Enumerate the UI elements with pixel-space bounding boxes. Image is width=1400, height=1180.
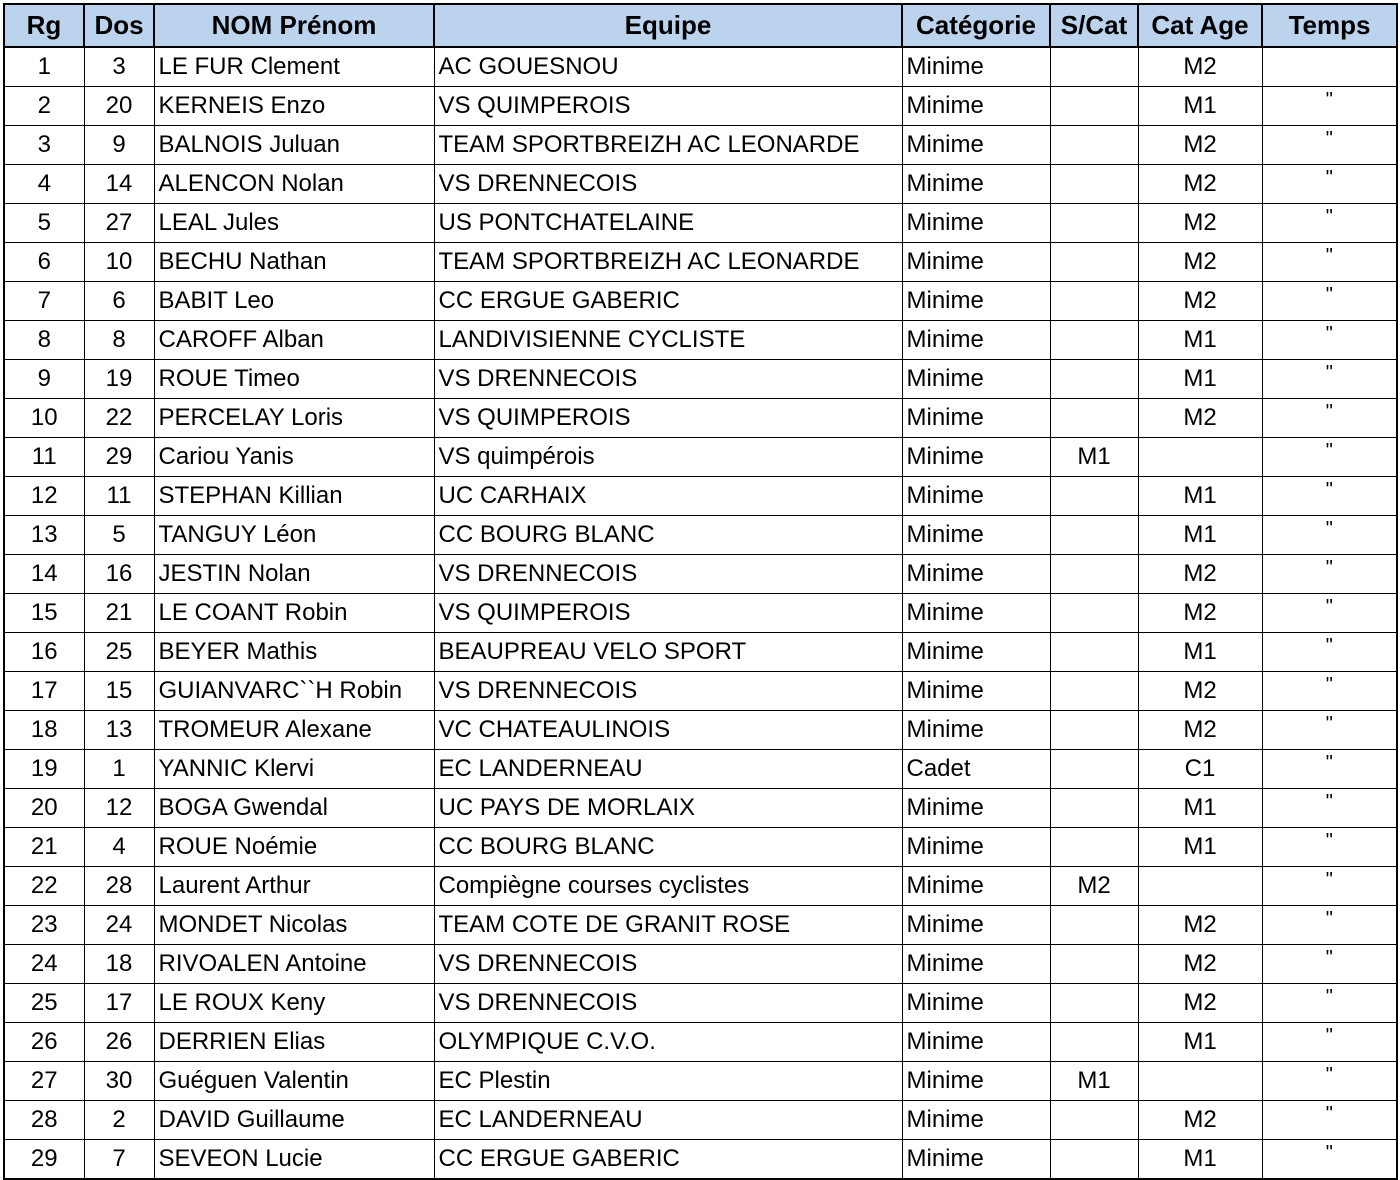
cell-nom-prenom: STEPHAN Killian	[154, 477, 434, 516]
cell-nom-prenom: YANNIC Klervi	[154, 750, 434, 789]
cell-nom-prenom: LE ROUX Keny	[154, 984, 434, 1023]
cell-scat: M1	[1050, 438, 1138, 477]
cell-scat	[1050, 828, 1138, 867]
table-row	[4, 594, 1397, 633]
cell-categorie: Minime	[902, 126, 1050, 165]
header-temps: Temps	[1262, 4, 1397, 47]
cell-cat-age	[1138, 1062, 1262, 1101]
cell-equipe: VS DRENNECOIS	[434, 165, 902, 204]
cell-cat-age: M2	[1138, 672, 1262, 711]
cell-categorie: Minime	[902, 828, 1050, 867]
cell-scat	[1050, 47, 1138, 87]
cell-nom-prenom: GUIANVARC``H Robin	[154, 672, 434, 711]
table-row	[4, 867, 1397, 906]
cell-cat-age: M2	[1138, 711, 1262, 750]
cell-categorie: Minime	[902, 165, 1050, 204]
cell-rg: 10	[4, 399, 84, 438]
cell-equipe: UC PAYS DE MORLAIX	[434, 789, 902, 828]
header-row	[4, 4, 1397, 47]
cell-scat	[1050, 87, 1138, 126]
cell-dos: 14	[84, 165, 154, 204]
cell-rg: 20	[4, 789, 84, 828]
cell-rg: 7	[4, 282, 84, 321]
cell-temps: "	[1262, 321, 1397, 360]
cell-dos: 6	[84, 282, 154, 321]
cell-rg: 6	[4, 243, 84, 282]
cell-scat	[1050, 204, 1138, 243]
table-row	[4, 47, 1397, 87]
cell-cat-age: C1	[1138, 750, 1262, 789]
cell-equipe: VC CHATEAULINOIS	[434, 711, 902, 750]
cell-nom-prenom: DAVID Guillaume	[154, 1101, 434, 1140]
cell-temps: "	[1262, 1101, 1397, 1140]
cell-dos: 24	[84, 906, 154, 945]
cell-rg: 24	[4, 945, 84, 984]
cell-cat-age: M2	[1138, 594, 1262, 633]
cell-cat-age: M2	[1138, 243, 1262, 282]
cell-categorie: Minime	[902, 47, 1050, 87]
cell-dos: 13	[84, 711, 154, 750]
table-row	[4, 828, 1397, 867]
cell-cat-age: M2	[1138, 399, 1262, 438]
header-categorie: Catégorie	[902, 4, 1050, 47]
cell-categorie: Minime	[902, 672, 1050, 711]
table-row	[4, 282, 1397, 321]
cell-temps: "	[1262, 945, 1397, 984]
cell-cat-age	[1138, 438, 1262, 477]
cell-rg: 18	[4, 711, 84, 750]
table-row	[4, 906, 1397, 945]
cell-equipe: EC Plestin	[434, 1062, 902, 1101]
cell-rg: 23	[4, 906, 84, 945]
cell-dos: 27	[84, 204, 154, 243]
cell-temps: "	[1262, 1140, 1397, 1180]
cell-temps: "	[1262, 789, 1397, 828]
cell-nom-prenom: BECHU Nathan	[154, 243, 434, 282]
cell-temps: "	[1262, 477, 1397, 516]
cell-rg: 22	[4, 867, 84, 906]
cell-scat	[1050, 633, 1138, 672]
cell-temps: "	[1262, 828, 1397, 867]
cell-categorie: Minime	[902, 633, 1050, 672]
cell-scat	[1050, 750, 1138, 789]
header-nom-prenom: NOM Prénom	[154, 4, 434, 47]
cell-scat	[1050, 321, 1138, 360]
cell-equipe: OLYMPIQUE C.V.O.	[434, 1023, 902, 1062]
cell-categorie: Minime	[902, 243, 1050, 282]
cell-nom-prenom: DERRIEN Elias	[154, 1023, 434, 1062]
cell-equipe: VS DRENNECOIS	[434, 945, 902, 984]
cell-dos: 18	[84, 945, 154, 984]
cell-rg: 5	[4, 204, 84, 243]
cell-dos: 26	[84, 1023, 154, 1062]
cell-dos: 17	[84, 984, 154, 1023]
cell-nom-prenom: Cariou Yanis	[154, 438, 434, 477]
cell-rg: 17	[4, 672, 84, 711]
table-row	[4, 399, 1397, 438]
table-row	[4, 1140, 1397, 1180]
cell-categorie: Minime	[902, 906, 1050, 945]
cell-cat-age: M2	[1138, 984, 1262, 1023]
cell-nom-prenom: RIVOALEN Antoine	[154, 945, 434, 984]
cell-temps: "	[1262, 867, 1397, 906]
cell-categorie: Minime	[902, 399, 1050, 438]
cell-nom-prenom: BALNOIS Juluan	[154, 126, 434, 165]
cell-equipe: EC LANDERNEAU	[434, 1101, 902, 1140]
cell-temps: "	[1262, 984, 1397, 1023]
cell-scat: M2	[1050, 867, 1138, 906]
cell-rg: 11	[4, 438, 84, 477]
cell-nom-prenom: PERCELAY Loris	[154, 399, 434, 438]
header-cat-age: Cat Age	[1138, 4, 1262, 47]
cell-scat	[1050, 1140, 1138, 1180]
cell-equipe: AC GOUESNOU	[434, 47, 902, 87]
cell-categorie: Minime	[902, 516, 1050, 555]
table-row	[4, 945, 1397, 984]
cell-temps: "	[1262, 243, 1397, 282]
results-body	[4, 47, 1397, 1179]
table-row	[4, 555, 1397, 594]
cell-nom-prenom: ALENCON Nolan	[154, 165, 434, 204]
cell-temps: "	[1262, 87, 1397, 126]
cell-categorie: Minime	[902, 555, 1050, 594]
cell-categorie: Minime	[902, 1101, 1050, 1140]
cell-scat	[1050, 672, 1138, 711]
cell-temps: "	[1262, 1062, 1397, 1101]
cell-temps: "	[1262, 204, 1397, 243]
cell-nom-prenom: TANGUY Léon	[154, 516, 434, 555]
cell-equipe: VS DRENNECOIS	[434, 360, 902, 399]
cell-nom-prenom: CAROFF Alban	[154, 321, 434, 360]
cell-equipe: CC BOURG BLANC	[434, 828, 902, 867]
cell-dos: 11	[84, 477, 154, 516]
cell-dos: 12	[84, 789, 154, 828]
cell-temps: "	[1262, 750, 1397, 789]
table-row	[4, 711, 1397, 750]
cell-dos: 22	[84, 399, 154, 438]
cell-nom-prenom: SEVEON Lucie	[154, 1140, 434, 1180]
cell-dos: 8	[84, 321, 154, 360]
cell-categorie: Minime	[902, 438, 1050, 477]
cell-rg: 12	[4, 477, 84, 516]
cell-equipe: UC CARHAIX	[434, 477, 902, 516]
table-row	[4, 1062, 1397, 1101]
cell-temps: "	[1262, 165, 1397, 204]
cell-rg: 26	[4, 1023, 84, 1062]
cell-categorie: Minime	[902, 1023, 1050, 1062]
cell-nom-prenom: Guéguen Valentin	[154, 1062, 434, 1101]
cell-dos: 25	[84, 633, 154, 672]
cell-cat-age: M1	[1138, 1023, 1262, 1062]
table-row	[4, 750, 1397, 789]
cell-categorie: Minime	[902, 204, 1050, 243]
cell-dos: 1	[84, 750, 154, 789]
cell-scat	[1050, 282, 1138, 321]
cell-categorie: Minime	[902, 867, 1050, 906]
cell-equipe: CC ERGUE GABERIC	[434, 1140, 902, 1180]
cell-temps: "	[1262, 594, 1397, 633]
cell-rg: 13	[4, 516, 84, 555]
cell-dos: 19	[84, 360, 154, 399]
cell-temps: "	[1262, 360, 1397, 399]
cell-categorie: Minime	[902, 711, 1050, 750]
cell-dos: 4	[84, 828, 154, 867]
cell-temps: "	[1262, 1023, 1397, 1062]
cell-scat	[1050, 516, 1138, 555]
cell-categorie: Minime	[902, 321, 1050, 360]
cell-equipe: TEAM COTE DE GRANIT ROSE	[434, 906, 902, 945]
cell-equipe: VS DRENNECOIS	[434, 984, 902, 1023]
table-row	[4, 438, 1397, 477]
cell-nom-prenom: JESTIN Nolan	[154, 555, 434, 594]
cell-cat-age: M1	[1138, 87, 1262, 126]
cell-dos: 28	[84, 867, 154, 906]
cell-cat-age: M1	[1138, 360, 1262, 399]
cell-scat	[1050, 1023, 1138, 1062]
cell-temps: "	[1262, 438, 1397, 477]
cell-equipe: TEAM SPORTBREIZH AC LEONARDE	[434, 243, 902, 282]
cell-scat	[1050, 555, 1138, 594]
cell-cat-age: M2	[1138, 555, 1262, 594]
cell-equipe: CC ERGUE GABERIC	[434, 282, 902, 321]
cell-rg: 19	[4, 750, 84, 789]
cell-cat-age: M2	[1138, 126, 1262, 165]
cell-nom-prenom: LEAL Jules	[154, 204, 434, 243]
cell-scat	[1050, 165, 1138, 204]
cell-nom-prenom: LE COANT Robin	[154, 594, 434, 633]
header-equipe: Equipe	[434, 4, 902, 47]
table-row	[4, 633, 1397, 672]
results-table	[3, 3, 1398, 1180]
cell-cat-age	[1138, 867, 1262, 906]
cell-cat-age: M1	[1138, 789, 1262, 828]
cell-scat	[1050, 399, 1138, 438]
cell-scat	[1050, 1101, 1138, 1140]
cell-equipe: VS QUIMPEROIS	[434, 594, 902, 633]
cell-cat-age: M1	[1138, 321, 1262, 360]
cell-categorie: Minime	[902, 789, 1050, 828]
cell-rg: 3	[4, 126, 84, 165]
cell-cat-age: M2	[1138, 165, 1262, 204]
header-scat: S/Cat	[1050, 4, 1138, 47]
cell-nom-prenom: BEYER Mathis	[154, 633, 434, 672]
cell-dos: 15	[84, 672, 154, 711]
cell-nom-prenom: MONDET Nicolas	[154, 906, 434, 945]
cell-temps: "	[1262, 516, 1397, 555]
cell-rg: 9	[4, 360, 84, 399]
table-row	[4, 672, 1397, 711]
cell-cat-age: M2	[1138, 945, 1262, 984]
table-row	[4, 516, 1397, 555]
table-row	[4, 165, 1397, 204]
cell-equipe: CC BOURG BLANC	[434, 516, 902, 555]
table-row	[4, 477, 1397, 516]
cell-dos: 9	[84, 126, 154, 165]
cell-equipe: LANDIVISIENNE CYCLISTE	[434, 321, 902, 360]
cell-rg: 2	[4, 87, 84, 126]
cell-temps: "	[1262, 906, 1397, 945]
cell-equipe: Compiègne courses cyclistes	[434, 867, 902, 906]
header-dos: Dos	[84, 4, 154, 47]
cell-temps: "	[1262, 555, 1397, 594]
cell-temps: "	[1262, 711, 1397, 750]
cell-temps: "	[1262, 282, 1397, 321]
cell-categorie: Minime	[902, 1140, 1050, 1180]
cell-temps: "	[1262, 126, 1397, 165]
cell-rg: 16	[4, 633, 84, 672]
cell-nom-prenom: TROMEUR Alexane	[154, 711, 434, 750]
cell-dos: 5	[84, 516, 154, 555]
cell-cat-age: M1	[1138, 1140, 1262, 1180]
cell-scat	[1050, 360, 1138, 399]
cell-scat	[1050, 789, 1138, 828]
table-row	[4, 87, 1397, 126]
cell-rg: 21	[4, 828, 84, 867]
table-row	[4, 243, 1397, 282]
cell-cat-age: M1	[1138, 477, 1262, 516]
cell-rg: 25	[4, 984, 84, 1023]
cell-dos: 16	[84, 555, 154, 594]
cell-nom-prenom: BABIT Leo	[154, 282, 434, 321]
table-row	[4, 126, 1397, 165]
cell-categorie: Minime	[902, 1062, 1050, 1101]
cell-categorie: Minime	[902, 282, 1050, 321]
cell-rg: 27	[4, 1062, 84, 1101]
table-row	[4, 204, 1397, 243]
cell-scat	[1050, 984, 1138, 1023]
cell-scat	[1050, 594, 1138, 633]
cell-cat-age: M2	[1138, 47, 1262, 87]
cell-equipe: EC LANDERNEAU	[434, 750, 902, 789]
cell-scat	[1050, 477, 1138, 516]
cell-categorie: Minime	[902, 594, 1050, 633]
cell-temps: "	[1262, 672, 1397, 711]
cell-temps: "	[1262, 633, 1397, 672]
cell-cat-age: M2	[1138, 1101, 1262, 1140]
cell-equipe: VS QUIMPEROIS	[434, 399, 902, 438]
cell-categorie: Cadet	[902, 750, 1050, 789]
table-row	[4, 1101, 1397, 1140]
cell-scat: M1	[1050, 1062, 1138, 1101]
cell-nom-prenom: LE FUR Clement	[154, 47, 434, 87]
cell-rg: 14	[4, 555, 84, 594]
cell-rg: 29	[4, 1140, 84, 1180]
cell-categorie: Minime	[902, 360, 1050, 399]
cell-cat-age: M1	[1138, 633, 1262, 672]
cell-equipe: VS DRENNECOIS	[434, 672, 902, 711]
header-rg: Rg	[4, 4, 84, 47]
cell-categorie: Minime	[902, 984, 1050, 1023]
cell-dos: 3	[84, 47, 154, 87]
table-row	[4, 1023, 1397, 1062]
cell-rg: 4	[4, 165, 84, 204]
cell-scat	[1050, 906, 1138, 945]
cell-nom-prenom: ROUE Noémie	[154, 828, 434, 867]
cell-rg: 8	[4, 321, 84, 360]
cell-scat	[1050, 945, 1138, 984]
cell-dos: 20	[84, 87, 154, 126]
cell-equipe: VS DRENNECOIS	[434, 555, 902, 594]
table-row	[4, 984, 1397, 1023]
cell-rg: 28	[4, 1101, 84, 1140]
cell-equipe: BEAUPREAU VELO SPORT	[434, 633, 902, 672]
cell-equipe: VS quimpérois	[434, 438, 902, 477]
cell-cat-age: M1	[1138, 828, 1262, 867]
cell-dos: 2	[84, 1101, 154, 1140]
cell-cat-age: M2	[1138, 282, 1262, 321]
cell-dos: 7	[84, 1140, 154, 1180]
cell-equipe: TEAM SPORTBREIZH AC LEONARDE	[434, 126, 902, 165]
cell-nom-prenom: KERNEIS Enzo	[154, 87, 434, 126]
cell-scat	[1050, 243, 1138, 282]
cell-nom-prenom: Laurent Arthur	[154, 867, 434, 906]
cell-cat-age: M1	[1138, 516, 1262, 555]
cell-scat	[1050, 126, 1138, 165]
cell-categorie: Minime	[902, 87, 1050, 126]
cell-nom-prenom: ROUE Timeo	[154, 360, 434, 399]
cell-scat	[1050, 711, 1138, 750]
table-row	[4, 789, 1397, 828]
cell-dos: 10	[84, 243, 154, 282]
cell-rg: 1	[4, 47, 84, 87]
cell-rg: 15	[4, 594, 84, 633]
cell-cat-age: M2	[1138, 204, 1262, 243]
cell-dos: 21	[84, 594, 154, 633]
cell-dos: 30	[84, 1062, 154, 1101]
cell-equipe: US PONTCHATELAINE	[434, 204, 902, 243]
cell-equipe: VS QUIMPEROIS	[434, 87, 902, 126]
cell-dos: 29	[84, 438, 154, 477]
cell-categorie: Minime	[902, 945, 1050, 984]
cell-temps	[1262, 47, 1397, 87]
cell-temps: "	[1262, 399, 1397, 438]
cell-nom-prenom: BOGA Gwendal	[154, 789, 434, 828]
cell-categorie: Minime	[902, 477, 1050, 516]
table-row	[4, 321, 1397, 360]
cell-cat-age: M2	[1138, 906, 1262, 945]
table-row	[4, 360, 1397, 399]
